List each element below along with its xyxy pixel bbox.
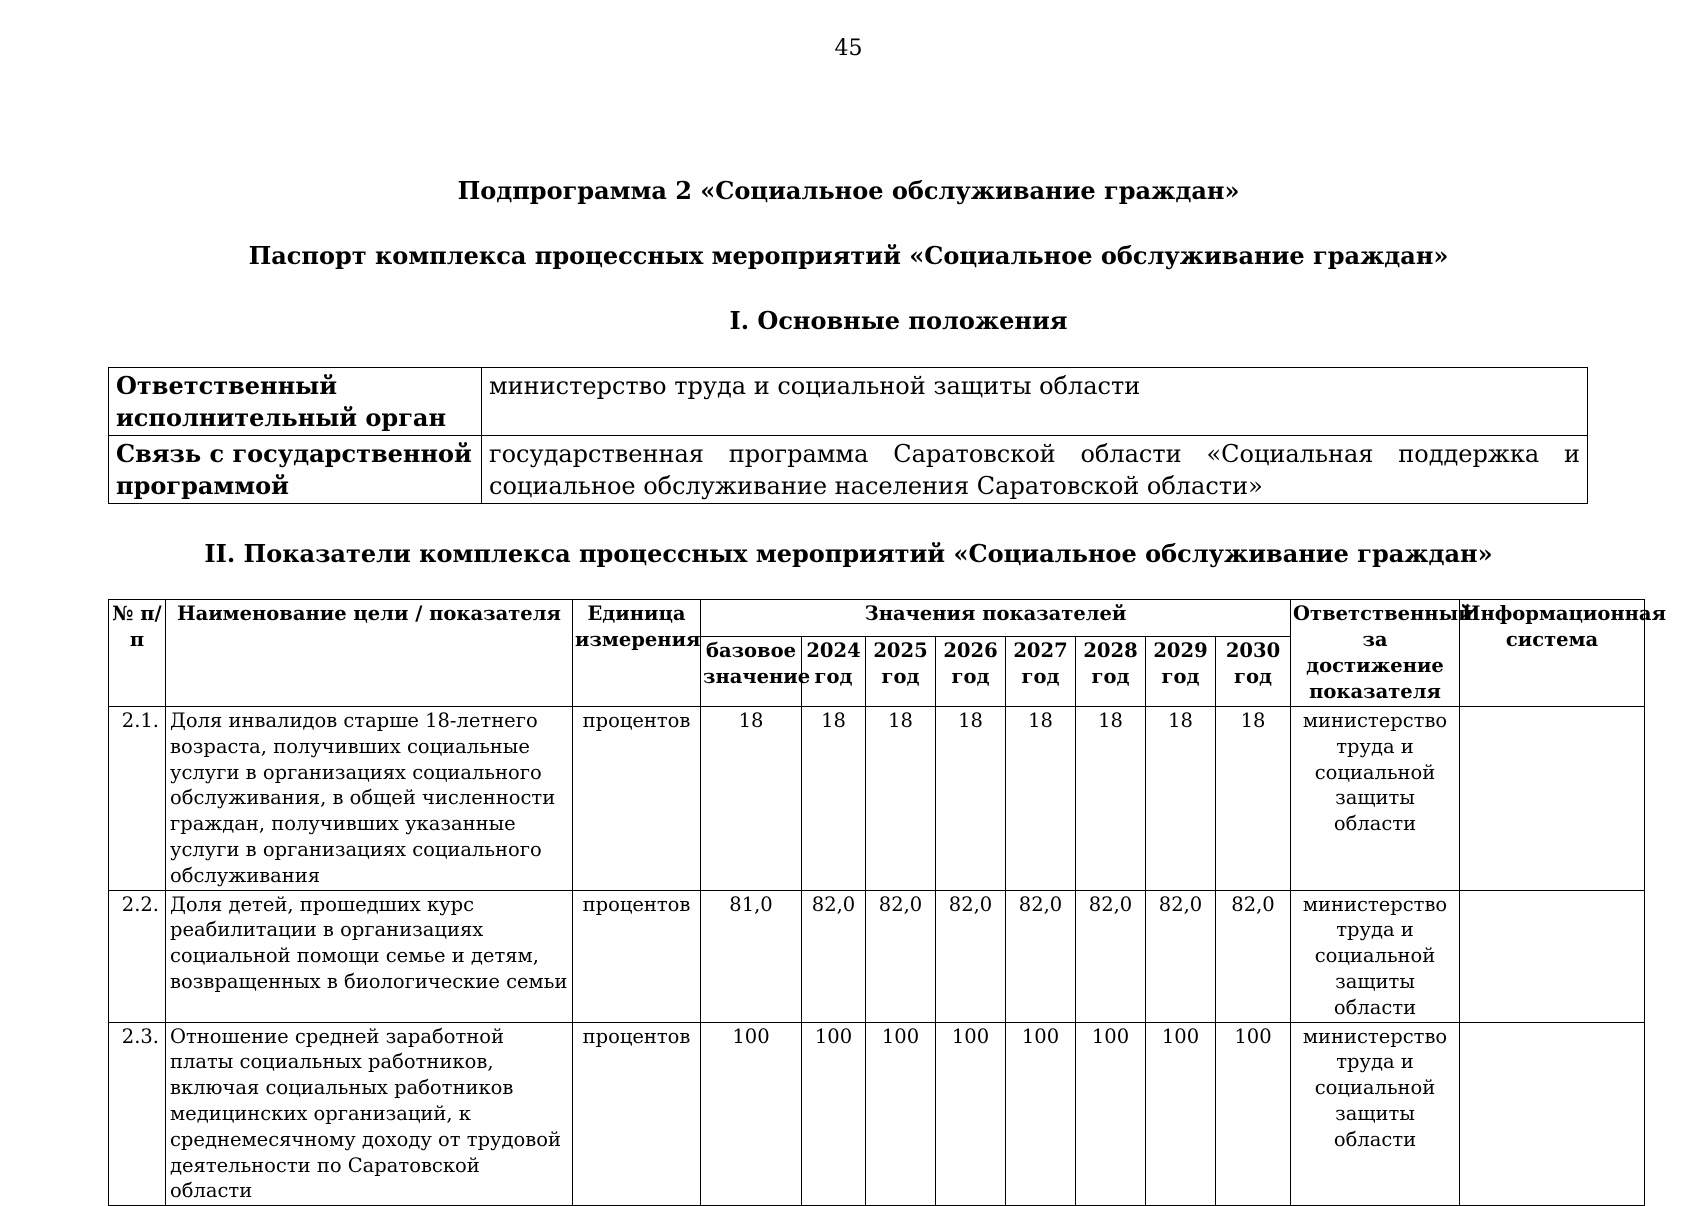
- indicators-table: [108, 599, 1666, 1206]
- year-value: 18: [802, 707, 866, 891]
- info-system: [1460, 1022, 1645, 1206]
- responsible-body-label: Ответственный исполнительный орган: [109, 368, 482, 436]
- year-value: 18: [1216, 707, 1291, 891]
- row-number: 2.3.: [109, 1022, 166, 1206]
- year-value: 100: [1216, 1022, 1291, 1206]
- responsible-body: министерство труда и социальной защиты области: [1291, 707, 1460, 891]
- section-1-title: I. Основные положения: [729, 306, 1068, 335]
- year-value: 18: [866, 707, 936, 891]
- year-value: 100: [936, 1022, 1006, 1206]
- col-header-values-group: Значения показателей: [701, 600, 1291, 637]
- program-link-label: Связь с государственной программой: [109, 436, 482, 504]
- col-header-year: 2026 год: [936, 636, 1006, 706]
- col-header-year: 2028 год: [1076, 636, 1146, 706]
- year-value: 82,0: [1146, 890, 1216, 1022]
- col-header-year: 2024 год: [802, 636, 866, 706]
- base-value: 81,0: [701, 890, 802, 1022]
- responsible-body-value: министерство труда и социальной защиты области: [482, 368, 1588, 436]
- table-row: [109, 707, 1645, 891]
- row-number: 2.1.: [109, 707, 166, 891]
- responsible-body: министерство труда и социальной защиты области: [1291, 890, 1460, 1022]
- col-header-year: 2029 год: [1146, 636, 1216, 706]
- col-header-info-system: Информационная система: [1460, 600, 1645, 707]
- subprogram-title: Подпрограмма 2 «Социальное обслуживание граждан»: [457, 176, 1240, 205]
- year-value: 18: [1146, 707, 1216, 891]
- basic-info-row: [109, 368, 1588, 436]
- year-value: 18: [1076, 707, 1146, 891]
- indicator-unit: процентов: [573, 1022, 701, 1206]
- year-value: 82,0: [866, 890, 936, 1022]
- header-row: [109, 600, 1645, 637]
- year-value: 100: [866, 1022, 936, 1206]
- indicator-unit: процентов: [573, 890, 701, 1022]
- base-value: 18: [701, 707, 802, 891]
- indicator-name: Доля инвалидов старше 18-летнего возраста, получивших социальные услуги в организациях социального обслуживания, в общей численности граждан, получивших указанные услуги в организациях социального обслуживания: [166, 707, 573, 891]
- passport-title: Паспорт комплекса процессных мероприятий «Социальное обслуживание граждан»: [248, 241, 1449, 270]
- col-header-base: базовое значение: [701, 636, 802, 706]
- col-header-unit: Единица измерения: [573, 600, 701, 707]
- program-link-value: государственная программа Саратовской области «Социальная поддержка и социальное обслуживание населения Саратовской области»: [482, 436, 1588, 504]
- year-value: 82,0: [802, 890, 866, 1022]
- year-value: 100: [1006, 1022, 1076, 1206]
- basic-info-row: [109, 436, 1588, 504]
- year-value: 82,0: [1076, 890, 1146, 1022]
- year-value: 18: [1006, 707, 1076, 891]
- col-header-year: 2027 год: [1006, 636, 1076, 706]
- table-row: [109, 1022, 1645, 1206]
- indicator-name: Доля детей, прошедших курс реабилитации в организациях социальной помощи семье и детям, возвращенных в биологические семьи: [166, 890, 573, 1022]
- table-row: [109, 890, 1645, 1022]
- year-value: 18: [936, 707, 1006, 891]
- info-system: [1460, 890, 1645, 1022]
- year-value: 100: [1076, 1022, 1146, 1206]
- basic-info-table: [108, 367, 1588, 504]
- year-value: 82,0: [1216, 890, 1291, 1022]
- info-system: [1460, 707, 1645, 891]
- section-2-title: II. Показатели комплекса процессных мероприятий «Социальное обслуживание граждан»: [204, 539, 1493, 568]
- year-value: 82,0: [1006, 890, 1076, 1022]
- col-header-year: 2025 год: [866, 636, 936, 706]
- responsible-body: министерство труда и социальной защиты области: [1291, 1022, 1460, 1206]
- col-header-name: Наименование цели / показателя: [166, 600, 573, 707]
- year-value: 100: [802, 1022, 866, 1206]
- indicator-name: Отношение средней заработной платы социальных работников, включая социальных работников медицинских организаций, к среднемесячному доходу от трудовой деятельности по Саратовской области: [166, 1022, 573, 1206]
- page-number: 45: [834, 36, 863, 61]
- row-number: 2.2.: [109, 890, 166, 1022]
- year-value: 82,0: [936, 890, 1006, 1022]
- base-value: 100: [701, 1022, 802, 1206]
- indicator-unit: процентов: [573, 707, 701, 891]
- year-value: 100: [1146, 1022, 1216, 1206]
- col-header-year: 2030 год: [1216, 636, 1291, 706]
- col-header-responsible: Ответственный за достижение показателя: [1291, 600, 1460, 707]
- col-header-num: № п/п: [109, 600, 166, 707]
